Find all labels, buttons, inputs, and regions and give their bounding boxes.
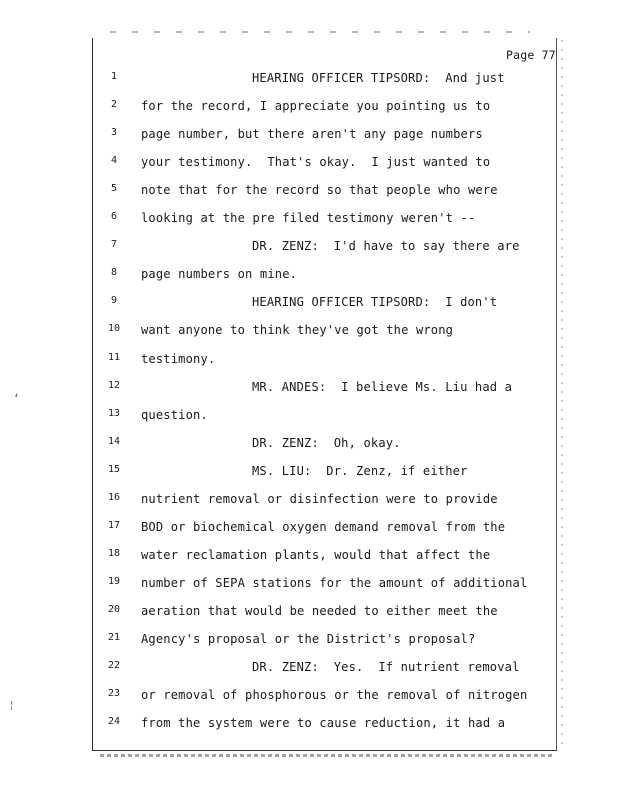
line-text: DR. ZENZ: Oh, okay.: [252, 435, 401, 450]
line-text: water reclamation plants, would that affect the: [141, 547, 491, 562]
line-number: 20: [107, 603, 121, 615]
transcript-line: [0, 180, 618, 200]
transcript-line: [0, 601, 618, 621]
transcript-line: [0, 713, 618, 733]
line-text: page numbers on mine.: [141, 267, 298, 282]
line-text: MS. LIU: Dr. Zenz, if either: [252, 463, 468, 478]
transcript-line: [0, 433, 618, 453]
line-text: from the system were to cause reduction, it had a: [141, 716, 506, 731]
transcript-line: [0, 685, 618, 705]
line-number: 22: [107, 660, 121, 672]
line-text: page number, but there aren't any page numbers: [141, 127, 483, 142]
line-number: 24: [107, 716, 121, 728]
line-text: DR. ZENZ: I'd have to say there are: [252, 239, 520, 254]
line-number: 15: [107, 463, 121, 475]
line-number: 13: [107, 407, 121, 419]
line-text: your testimony. That's okay. I just wanted to: [141, 155, 491, 170]
margin-mark: ‘: [14, 392, 19, 408]
transcript-line: [0, 349, 618, 369]
line-number: 17: [107, 519, 121, 531]
transcript-line: [0, 517, 618, 537]
line-text: aeration that would be needed to either meet the: [141, 603, 498, 618]
transcript-line: [0, 545, 618, 565]
line-number: 14: [107, 435, 121, 447]
line-text: testimony.: [141, 351, 216, 366]
line-text: HEARING OFFICER TIPSORD: And just: [252, 71, 505, 85]
transcript-line: [0, 236, 618, 256]
transcript-line: [0, 629, 618, 649]
line-text: nutrient removal or disinfection were to provide: [141, 491, 498, 506]
transcript-line: [0, 489, 618, 509]
line-number: 8: [110, 267, 118, 279]
line-number: 10: [107, 323, 121, 335]
line-number: 7: [110, 239, 118, 251]
line-text: note that for the record so that people who were: [141, 183, 498, 198]
line-number: 19: [107, 575, 121, 587]
line-number: 5: [110, 183, 118, 195]
line-number: 1: [110, 71, 118, 82]
line-number: 18: [107, 547, 121, 559]
scan-artifact-top: [110, 31, 530, 33]
line-text: Agency's proposal or the District's proposal?: [141, 632, 476, 646]
line-number: 3: [110, 127, 118, 139]
line-number: 23: [107, 688, 121, 700]
transcript-line: [0, 208, 618, 228]
transcript-line: [0, 657, 618, 677]
transcript-line: [0, 96, 618, 116]
line-number: 9: [110, 295, 118, 307]
line-text: for the record, I appreciate you pointing us to: [141, 99, 491, 114]
line-text: looking at the pre filed testimony weren't --: [141, 211, 476, 226]
transcript-line: [0, 320, 618, 340]
line-number: 6: [110, 211, 118, 223]
transcript-line: [0, 292, 618, 312]
line-text: number of SEPA stations for the amount of additional: [141, 575, 528, 590]
line-number: 12: [107, 379, 121, 391]
line-text: or removal of phosphorous or the removal of nitrogen: [141, 688, 528, 703]
line-number: 16: [107, 491, 121, 503]
line-number: 21: [107, 632, 121, 643]
line-number: 2: [110, 99, 118, 111]
transcript-line: [0, 377, 618, 397]
page-number: Page 77: [506, 48, 556, 62]
transcript-line: [0, 461, 618, 481]
scan-artifact-bottom: [100, 754, 555, 757]
line-text: want anyone to think they've got the wrong: [141, 323, 454, 338]
line-text: question.: [141, 407, 208, 422]
transcript-line: [0, 152, 618, 172]
margin-mark: ¦: [10, 700, 14, 711]
transcript-line: [0, 405, 618, 425]
line-text: DR. ZENZ: Yes. If nutrient removal: [252, 660, 520, 675]
line-text: BOD or biochemical oxygen demand removal from the: [141, 519, 506, 534]
line-number: 4: [110, 155, 118, 167]
line-text: HEARING OFFICER TIPSORD: I don't: [252, 295, 498, 310]
transcript-line: [0, 124, 618, 144]
transcript-line: [0, 68, 618, 88]
line-number: 11: [107, 351, 121, 363]
transcript-line: [0, 264, 618, 284]
line-text: MR. ANDES: I believe Ms. Liu had a: [252, 379, 513, 394]
transcript-line: [0, 573, 618, 593]
